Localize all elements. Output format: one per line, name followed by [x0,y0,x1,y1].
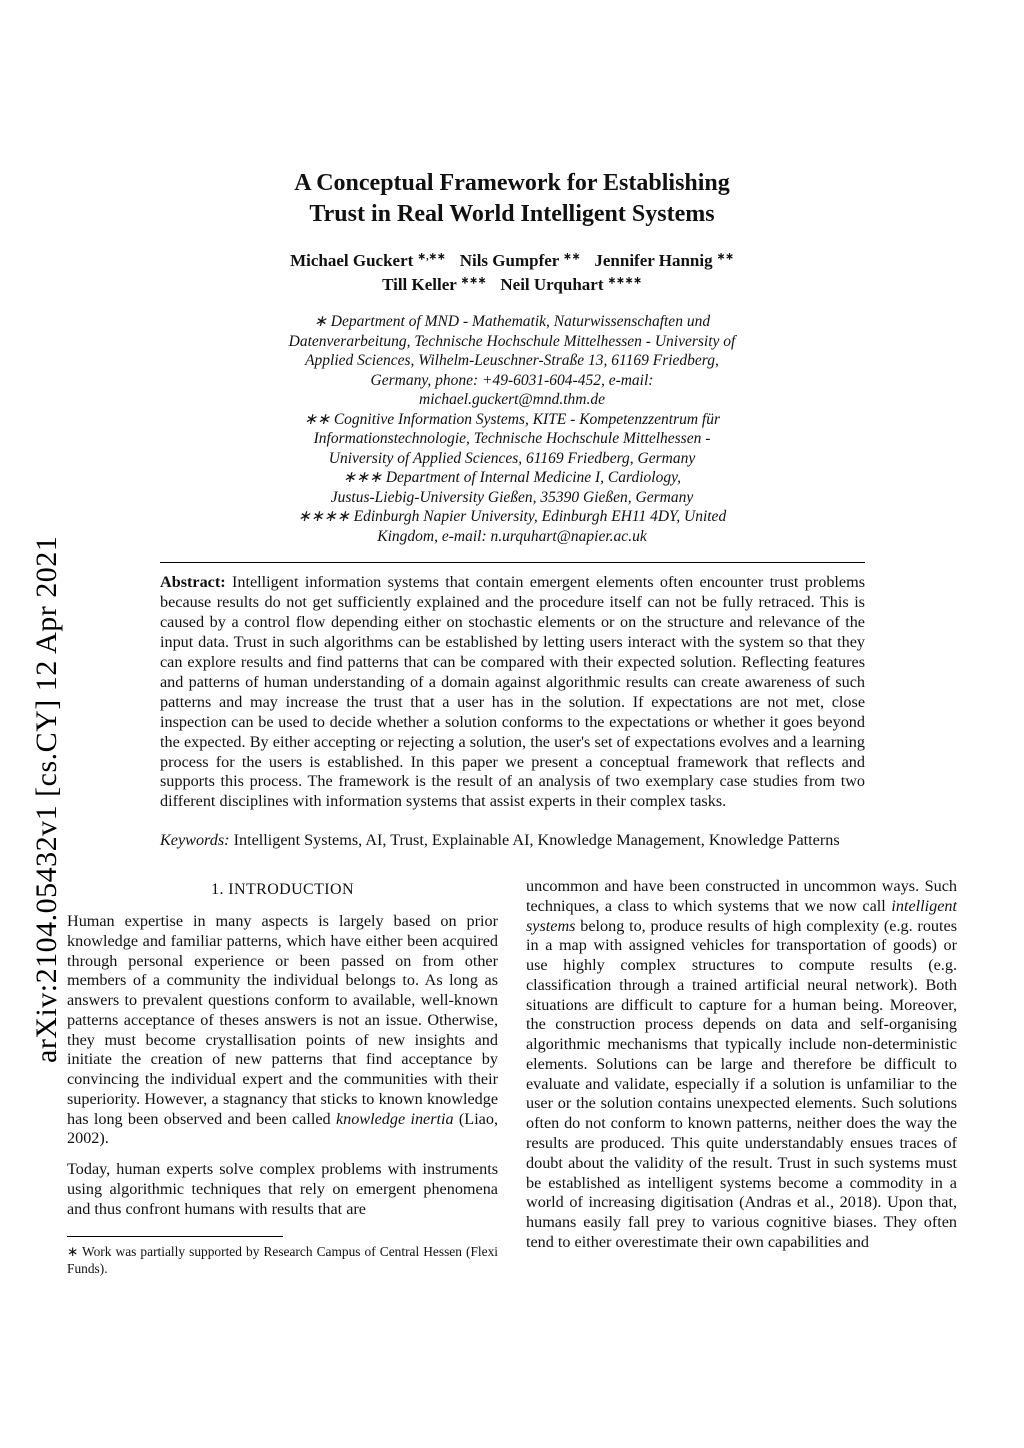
affiliation-line: Kingdom, e-mail: n.urquhart@napier.ac.uk [377,527,647,545]
footnote-rule [67,1236,283,1237]
paper-content [67,0,957,1277]
paper-title-line-1: A Conceptual Framework for Establishing [294,170,730,196]
authors [67,249,957,297]
paper-title-line-2: Trust in Real World Intelligent Systems [309,200,715,227]
affiliation-line: Applied Sciences, Wilhelm-Leuschner-Straße 13, 61169 Friedberg, [305,352,719,370]
keywords-label: Keywords: [160,831,230,850]
right-column-paragraphs [526,877,957,1253]
affiliation-line: ∗∗∗ Department of Internal Medicine I, Cardiology, [342,469,681,487]
keywords-text: Intelligent Systems, AI, Trust, Explainable AI, Knowledge Management, Knowledge Patterns [233,831,840,850]
affiliation-line: Justus-Liebig-University Gießen, 35390 Gießen, Germany [330,488,694,506]
keywords [160,830,865,851]
affiliation-line: ∗ Department of MND - Mathematik, Naturwissenschaften und [313,313,711,331]
paper-title [67,168,957,229]
affiliations [67,312,957,546]
author-name: Neil Urquhart ∗∗∗∗ [500,275,642,295]
section-heading-introduction: 1. INTRODUCTION [211,881,354,899]
left-column-paragraphs [67,912,498,1219]
author-row [67,273,957,297]
affiliation-line: michael.guckert@mnd.thm.de [419,391,605,409]
author-name: Jennifer Hannig ∗∗ [594,251,734,271]
author-name: Michael Guckert ∗,∗∗ [290,251,446,271]
abstract-text: Intelligent information systems that contain emergent elements often encounter trust problems because results do not get sufficiently explained and the procedure itself can not be fully retraced. This is caused by a control flow depending either on stochastic elements or on the structure and relevance of the input data. Trust in such algorithms can be established by letting users interact with the system so that they can explore results and find patterns that can be compared with their expected solution. Reflecting features and patterns of human understanding of a domain against algorithmic results can create awareness of such patterns and may increase the trust that a user has in the solution. If expectations are not met, close inspection can be used to decide whether a solution conforms to the expectations or whether it goes beyond the expected. By either accepting or rejecting a solution, the user's set of expectations evolves and a learning process for the users is established. In this paper we present a conceptual framework that reflects and supports this process. The framework is the result of an analysis of two exemplary case studies from two different disciplines with information systems that assist experts in their complex tasks. [160,573,866,811]
author-row [67,249,957,273]
column-left [67,877,498,1277]
abstract-label: Abstract: [160,573,226,592]
affiliation-line: ∗∗ Cognitive Information Systems, KITE - Kompetenzzentrum für [303,410,721,428]
abstract [160,573,865,812]
affiliation-line: Datenverarbeitung, Technische Hochschule Mittelhessen - University of [288,332,736,350]
paragraph: Today, human experts solve complex problems with instruments using algorithmic techniques that rely on emergent phenomena and thus confront humans with results that are [67,1160,498,1218]
abstract-section [160,562,865,812]
column-right [526,877,957,1277]
arxiv-watermark: arXiv:2104.05432v1 [cs.CY] 12 Apr 2021 [30,535,63,1063]
affiliation-line: Germany, phone: +49-6031-604-452, e-mail: [370,371,654,389]
affiliation-line: Informationstechnologie, Technische Hochschule Mittelhessen - [313,430,711,448]
affiliation-line: ∗∗∗∗ Edinburgh Napier University, Edinburgh EH11 4DY, United [297,508,727,526]
author-name: Nils Gumpfer ∗∗ [459,251,581,271]
footnote: ∗ Work was partially supported by Research Campus of Central Hessen (Flexi Funds). [67,1243,498,1276]
affiliation-line: University of Applied Sciences, 61169 Friedberg, Germany [328,449,696,467]
paragraph: Human expertise in many aspects is largely based on prior knowledge and familiar patterns, which have either been acquired through personal experience or been passed on from other members of a community the individual belongs to. As long as answers to prevalent questions conform to available, well-known patterns acceptance of theses answers is not an issue. Otherwise, they must become crystallisation points of new insights and initiate the creation of new patterns that find acceptance by convincing the individual expert and the communities with their superiority. However, a stagnancy that sticks to known knowledge has long been observed and been called knowledge inertia (Liao, 2002). [67,912,499,1148]
author-name: Till Keller ∗∗∗ [382,275,487,295]
paragraph: uncommon and have been constructed in uncommon ways. Such techniques, a class to which systems that we now call intelligent systems belong to, produce results of high complexity (e.g. routes in a map with assigned vehicles for transportation of goods) or use highly complex structures to compute results (e.g. classification through a trained artificial neural network). Both situations are difficult to capture for a human being. Moreover, the construction process depends on data and self-organising algorithmic mechanisms that typically include non-deterministic elements. Solutions can be large and therefore be difficult to evaluate and validate, especially if a solution is unfamiliar to the user or the solution contains unexpected elements. Such solutions often do not conform to known patterns, neither does the way the results are produced. This quite understandably ensues traces of doubt about the validity of the result. Trust in such systems must be established as intelligent systems become a commodity in a world of increasing digitisation (Andras et al., 2018). Upon that, humans easily fall prey to various cognitive biases. They often tend to either overestimate their own capabilities and [526,877,957,1251]
two-column-body [67,877,957,1277]
